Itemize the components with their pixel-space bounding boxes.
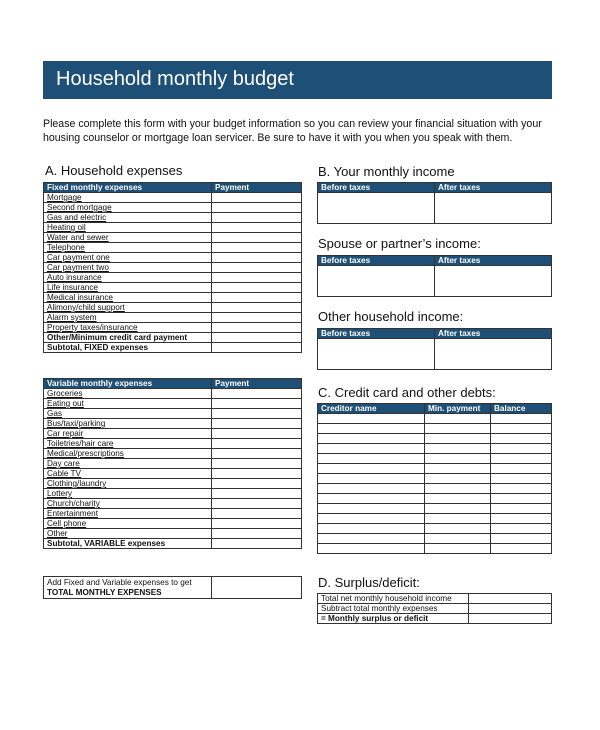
fixed-expense-row-payment-cell[interactable] <box>212 273 302 283</box>
creditor-name-cell[interactable] <box>318 484 425 494</box>
min-payment-cell[interactable] <box>425 524 491 534</box>
debt-row <box>318 434 552 444</box>
fixed-header-label: Fixed monthly expenses <box>44 183 212 193</box>
variable-expenses-body <box>44 389 302 549</box>
variable-expenses-table <box>43 378 302 549</box>
fixed-header-row <box>44 183 302 193</box>
your-income-before-header: Before taxes <box>318 183 435 193</box>
variable-subtotal-row <box>44 539 302 549</box>
fixed-expense-row <box>44 263 302 273</box>
creditor-name-cell[interactable] <box>318 414 425 424</box>
title-banner <box>43 61 552 99</box>
your-income-after-header: After taxes <box>435 183 552 193</box>
other-income-title: Other household income: <box>318 309 464 324</box>
spouse-income-before-cell[interactable] <box>318 266 435 297</box>
variable-expense-row-payment-cell[interactable] <box>212 419 302 429</box>
fixed-expense-row-payment-cell[interactable] <box>212 223 302 233</box>
fixed-expense-row-label: Car payment two <box>44 263 212 273</box>
fixed-subtotal-row <box>44 343 302 353</box>
variable-expense-row-label: Other <box>44 529 212 539</box>
fixed-expense-row-label: Alimony/child support <box>44 303 212 313</box>
fixed-expense-row-payment-cell[interactable] <box>212 253 302 263</box>
fixed-expense-row <box>44 273 302 283</box>
variable-header-label: Variable monthly expenses <box>44 379 212 389</box>
other-income-header-row <box>318 329 552 339</box>
fixed-expense-row-payment-cell[interactable] <box>212 193 302 203</box>
fixed-expense-row-payment-cell[interactable] <box>212 293 302 303</box>
other-income-after-header: After taxes <box>435 329 552 339</box>
total-payment-cell[interactable] <box>212 577 302 599</box>
variable-expense-row-payment-cell[interactable] <box>212 489 302 499</box>
your-income-header-row <box>318 183 552 193</box>
your-income-before-cell[interactable] <box>318 193 435 224</box>
surplus-income-cell[interactable] <box>469 594 552 604</box>
min-payment-cell[interactable] <box>425 464 491 474</box>
variable-expense-row-payment-cell[interactable] <box>212 429 302 439</box>
total-label-line1: Add Fixed and Variable expenses to get <box>47 578 192 587</box>
creditor-name-cell[interactable] <box>318 454 425 464</box>
variable-expense-row-payment-cell[interactable] <box>212 469 302 479</box>
min-payment-cell[interactable] <box>425 514 491 524</box>
variable-expense-row <box>44 439 302 449</box>
creditor-name-cell[interactable] <box>318 534 425 544</box>
fixed-expense-row-label: Water and sewer <box>44 233 212 243</box>
min-payment-header: Min. payment <box>425 404 491 414</box>
surplus-income-label: Total net monthly household income <box>318 594 469 604</box>
fixed-other-row <box>44 333 302 343</box>
variable-expense-row-label: Church/charity <box>44 499 212 509</box>
spouse-income-entry-row <box>318 266 552 297</box>
variable-expense-row <box>44 449 302 459</box>
min-payment-cell[interactable] <box>425 434 491 444</box>
fixed-expense-row <box>44 313 302 323</box>
fixed-expense-row <box>44 213 302 223</box>
other-income-before-cell[interactable] <box>318 339 435 370</box>
variable-expense-row-label: Lottery <box>44 489 212 499</box>
variable-expense-row-payment-cell[interactable] <box>212 409 302 419</box>
fixed-other-row-payment-cell[interactable] <box>212 333 302 343</box>
fixed-expense-row <box>44 323 302 333</box>
fixed-expense-row <box>44 233 302 243</box>
page-title: Household monthly budget <box>56 68 294 90</box>
min-payment-cell[interactable] <box>425 494 491 504</box>
variable-expense-row <box>44 429 302 439</box>
your-income-entry-row <box>318 193 552 224</box>
creditor-name-cell[interactable] <box>318 424 425 434</box>
fixed-expense-row-payment-cell[interactable] <box>212 213 302 223</box>
variable-expense-row-label: Day care <box>44 459 212 469</box>
your-income-table <box>317 182 552 224</box>
balance-cell[interactable] <box>491 414 552 424</box>
variable-expense-row-payment-cell[interactable] <box>212 389 302 399</box>
total-expenses-table <box>43 576 302 599</box>
variable-expense-row-payment-cell[interactable] <box>212 509 302 519</box>
creditor-name-cell[interactable] <box>318 494 425 504</box>
variable-subtotal-row-payment-cell[interactable] <box>212 539 302 549</box>
debts-table <box>317 403 552 554</box>
fixed-other-row-label: Other/Minimum credit card payment <box>44 333 212 343</box>
variable-expense-row-label: Eating out <box>44 399 212 409</box>
min-payment-cell[interactable] <box>425 474 491 484</box>
variable-expense-row-payment-cell[interactable] <box>212 499 302 509</box>
surplus-row-result <box>318 614 552 624</box>
fixed-expense-row <box>44 203 302 213</box>
fixed-expense-row-label: Alarm system <box>44 313 212 323</box>
variable-expense-row <box>44 469 302 479</box>
balance-cell[interactable] <box>491 474 552 484</box>
fixed-expense-row-payment-cell[interactable] <box>212 313 302 323</box>
fixed-expense-row-payment-cell[interactable] <box>212 243 302 253</box>
fixed-expense-row-payment-cell[interactable] <box>212 323 302 333</box>
variable-expense-row-payment-cell[interactable] <box>212 459 302 469</box>
your-income-after-cell[interactable] <box>435 193 552 224</box>
variable-expense-row-payment-cell[interactable] <box>212 529 302 539</box>
debt-row <box>318 414 552 424</box>
creditor-name-header: Creditor name <box>318 404 425 414</box>
variable-expense-row-label: Car repair <box>44 429 212 439</box>
balance-cell[interactable] <box>491 454 552 464</box>
creditor-name-cell[interactable] <box>318 504 425 514</box>
spouse-income-header-row <box>318 256 552 266</box>
other-income-before-header: Before taxes <box>318 329 435 339</box>
fixed-expense-row-payment-cell[interactable] <box>212 233 302 243</box>
other-income-entry-row <box>318 339 552 370</box>
debts-header-row <box>318 404 552 414</box>
balance-cell[interactable] <box>491 504 552 514</box>
fixed-expense-row-label: Mortgage <box>44 193 212 203</box>
variable-subtotal-row-label: Subtotal, VARIABLE expenses <box>44 539 212 549</box>
balance-cell[interactable] <box>491 424 552 434</box>
fixed-expense-row <box>44 303 302 313</box>
section-d-title: D. Surplus/deficit: <box>318 575 420 590</box>
min-payment-cell[interactable] <box>425 544 491 554</box>
min-payment-cell[interactable] <box>425 424 491 434</box>
variable-expense-row <box>44 389 302 399</box>
min-payment-cell[interactable] <box>425 414 491 424</box>
debt-row <box>318 484 552 494</box>
fixed-expense-row-label: Life insurance <box>44 283 212 293</box>
balance-cell[interactable] <box>491 484 552 494</box>
creditor-name-cell[interactable] <box>318 524 425 534</box>
surplus-result-label: = Monthly surplus or deficit <box>318 614 469 624</box>
fixed-expense-row <box>44 283 302 293</box>
balance-cell[interactable] <box>491 524 552 534</box>
variable-expense-row-payment-cell[interactable] <box>212 479 302 489</box>
variable-expense-row-label: Medical/prescriptions <box>44 449 212 459</box>
variable-expense-row-payment-cell[interactable] <box>212 449 302 459</box>
debt-row <box>318 544 552 554</box>
min-payment-cell[interactable] <box>425 454 491 464</box>
min-payment-cell[interactable] <box>425 534 491 544</box>
surplus-row-income <box>318 594 552 604</box>
variable-expense-row <box>44 529 302 539</box>
balance-cell[interactable] <box>491 534 552 544</box>
variable-expense-row-label: Gas <box>44 409 212 419</box>
section-c-title: C. Credit card and other debts: <box>318 385 496 400</box>
fixed-expenses-table <box>43 182 302 353</box>
creditor-name-cell[interactable] <box>318 434 425 444</box>
section-a-title: A. Household expenses <box>45 163 183 178</box>
spouse-income-after-header: After taxes <box>435 256 552 266</box>
other-income-after-cell[interactable] <box>435 339 552 370</box>
balance-cell[interactable] <box>491 514 552 524</box>
variable-expense-row-label: Clothing/laundry <box>44 479 212 489</box>
creditor-name-cell[interactable] <box>318 464 425 474</box>
fixed-expense-row-payment-cell[interactable] <box>212 203 302 213</box>
debt-row <box>318 514 552 524</box>
min-payment-cell[interactable] <box>425 484 491 494</box>
fixed-expense-row-payment-cell[interactable] <box>212 283 302 293</box>
debt-row <box>318 454 552 464</box>
balance-cell[interactable] <box>491 494 552 504</box>
balance-cell[interactable] <box>491 434 552 444</box>
total-label-cell <box>44 577 212 599</box>
debts-body <box>318 414 552 554</box>
variable-expense-row-payment-cell[interactable] <box>212 399 302 409</box>
fixed-expense-row-payment-cell[interactable] <box>212 303 302 313</box>
variable-expense-row-label: Entertainment <box>44 509 212 519</box>
variable-header-row <box>44 379 302 389</box>
fixed-expense-row <box>44 223 302 233</box>
variable-expense-row <box>44 399 302 409</box>
variable-expense-row <box>44 409 302 419</box>
debt-row <box>318 504 552 514</box>
fixed-expense-row <box>44 293 302 303</box>
surplus-result-cell[interactable] <box>469 614 552 624</box>
fixed-expense-row <box>44 243 302 253</box>
total-row <box>44 577 302 599</box>
spouse-income-title: Spouse or partner’s income: <box>318 236 481 251</box>
creditor-name-cell[interactable] <box>318 514 425 524</box>
variable-expense-row-label: Cable TV <box>44 469 212 479</box>
min-payment-cell[interactable] <box>425 504 491 514</box>
fixed-expense-row-label: Gas and electric <box>44 213 212 223</box>
debt-row <box>318 464 552 474</box>
surplus-row-expenses <box>318 604 552 614</box>
variable-expense-row-label: Groceries <box>44 389 212 399</box>
fixed-expense-row-label: Telephone <box>44 243 212 253</box>
creditor-name-cell[interactable] <box>318 474 425 484</box>
balance-cell[interactable] <box>491 444 552 454</box>
variable-expense-row <box>44 419 302 429</box>
other-income-table <box>317 328 552 370</box>
balance-header: Balance <box>491 404 552 414</box>
variable-expense-row-payment-cell[interactable] <box>212 439 302 449</box>
variable-expense-row-label: Toiletries/hair care <box>44 439 212 449</box>
variable-expense-row <box>44 479 302 489</box>
fixed-subtotal-row-payment-cell[interactable] <box>212 343 302 353</box>
fixed-expense-row-label: Second mortgage <box>44 203 212 213</box>
surplus-table <box>317 593 552 624</box>
fixed-subtotal-row-label: Subtotal, FIXED expenses <box>44 343 212 353</box>
variable-expense-row <box>44 499 302 509</box>
fixed-expense-row-label: Car payment one <box>44 253 212 263</box>
fixed-expense-row-label: Medical insurance <box>44 293 212 303</box>
fixed-payment-header: Payment <box>212 183 302 193</box>
variable-expense-row-payment-cell[interactable] <box>212 519 302 529</box>
surplus-expenses-label: Subtract total monthly expenses <box>318 604 469 614</box>
fixed-expense-row-label: Auto insurance <box>44 273 212 283</box>
variable-expense-row <box>44 509 302 519</box>
balance-cell[interactable] <box>491 464 552 474</box>
spouse-income-after-cell[interactable] <box>435 266 552 297</box>
fixed-expense-row-label: Heating oil <box>44 223 212 233</box>
variable-expense-row <box>44 519 302 529</box>
section-b-title: B. Your monthly income <box>318 164 455 179</box>
variable-expense-row <box>44 459 302 469</box>
balance-cell[interactable] <box>491 544 552 554</box>
variable-expense-row-label: Cell phone <box>44 519 212 529</box>
debt-row <box>318 424 552 434</box>
fixed-expense-row <box>44 253 302 263</box>
intro-text: Please complete this form with your budget information so you can review your financial situation with your housing counselor or mortgage loan servicer. Be sure to have it with you when you speak with them. <box>43 118 542 144</box>
fixed-expense-row <box>44 193 302 203</box>
debt-row <box>318 444 552 454</box>
debt-row <box>318 524 552 534</box>
surplus-expenses-cell[interactable] <box>469 604 552 614</box>
fixed-expense-row-payment-cell[interactable] <box>212 263 302 273</box>
fixed-expense-row-label: Property taxes/insurance <box>44 323 212 333</box>
fixed-expenses-body <box>44 193 302 353</box>
spouse-income-before-header: Before taxes <box>318 256 435 266</box>
variable-expense-row <box>44 489 302 499</box>
spouse-income-table <box>317 255 552 297</box>
min-payment-cell[interactable] <box>425 444 491 454</box>
total-label-line2: TOTAL MONTHLY EXPENSES <box>47 588 162 597</box>
debt-row <box>318 534 552 544</box>
debt-row <box>318 474 552 484</box>
creditor-name-cell[interactable] <box>318 444 425 454</box>
variable-expense-row-label: Bus/taxi/parking <box>44 419 212 429</box>
creditor-name-cell[interactable] <box>318 544 425 554</box>
debt-row <box>318 494 552 504</box>
variable-payment-header: Payment <box>212 379 302 389</box>
